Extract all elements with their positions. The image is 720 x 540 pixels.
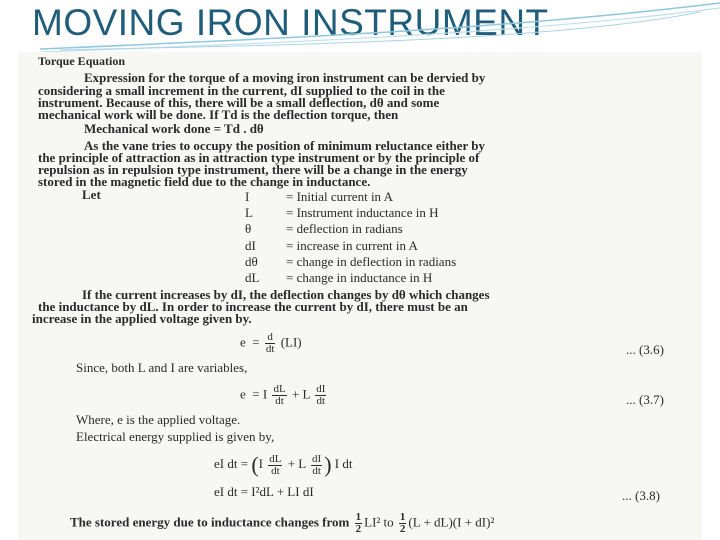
paragraph-line: mechanical work will be done. If Td is the deflection torque, then [38, 107, 399, 122]
slide-title: MOVING IRON INSTRUMENT [32, 2, 549, 43]
paragraph-line: As the vane tries to occupy the position of minimum reluctance either by [84, 138, 486, 153]
definition-text: = Initial current in A [286, 189, 393, 204]
where-text: Where, e is the applied voltage. [76, 412, 241, 427]
definition-text: = change in inductance in H [286, 270, 433, 285]
equation-number: ... (3.8) [622, 488, 660, 503]
energy-text: Electrical energy supplied is given by, [76, 429, 275, 444]
definition-text: = deflection in radians [286, 221, 403, 236]
paragraph-line: instrument. Because of this, there will be a small deflection, dθ and some [38, 95, 440, 110]
definition-symbol: dI [245, 238, 256, 253]
paragraph-line: If the current increases by dI, the deflection changes by dθ which changes [82, 287, 490, 302]
paragraph-line: stored in the magnetic field due to the change in inductance. [38, 174, 371, 189]
paragraph-line: repulsion as in repulsion type instrument, there will be a change in the energy [38, 162, 468, 177]
paragraph-line: Expression for the torque of a moving iron instrument can be dervied by [84, 70, 486, 85]
equation-number: ... (3.6) [626, 342, 664, 357]
energy-equation: eI dt = (I $\frac{dL}{dt}$ + L $\frac{dI}{dt}$ ) I dt [214, 452, 353, 477]
scanned-document-page [18, 52, 702, 540]
since-text: Since, both L and I are variables, [76, 360, 248, 375]
paragraph-line: increase in the applied voltage given by. [32, 311, 252, 326]
section-heading: Torque Equation [38, 54, 126, 68]
equation-3-8: eI dt = I²dL + LI dI [214, 484, 314, 499]
let-label: Let [82, 187, 101, 202]
definition-text: = change in deflection in radians [286, 254, 457, 269]
definition-symbol: dL [245, 270, 260, 285]
work-equation: Mechanical work done = Td . dθ [84, 121, 264, 136]
definition-text: = increase in current in A [286, 238, 418, 253]
definition-symbol: dθ [245, 254, 258, 269]
paragraph-line: the principle of attraction as in attraction type instrument or by the principle of [38, 150, 480, 165]
definition-text: = Instrument inductance in H [286, 205, 439, 220]
paragraph-line: the inductance by dL. In order to increase the current by dI, there must be an [38, 299, 468, 314]
stored-energy-line: The stored energy due to inductance changes from $\frac{1}{2}$ LI² to $\frac{1}{2}$ (L + dL)(I + dI)² [70, 511, 495, 535]
title-swoosh-decoration [0, 0, 720, 60]
definition-symbol: I [245, 189, 250, 204]
definition-symbol: L [245, 205, 253, 220]
paragraph-line: considering a small increment in the current, dI supplied to the coil in the [38, 83, 445, 98]
equation-3-6: e = $\frac{d}{dt}$ (LI) [240, 331, 302, 355]
equation-number: ... (3.7) [626, 392, 664, 407]
equation-3-7: e = I $\frac{dL}{dt}$ + L $\frac{dI}{dt}$ [240, 383, 326, 407]
definition-symbol: θ [245, 221, 252, 236]
